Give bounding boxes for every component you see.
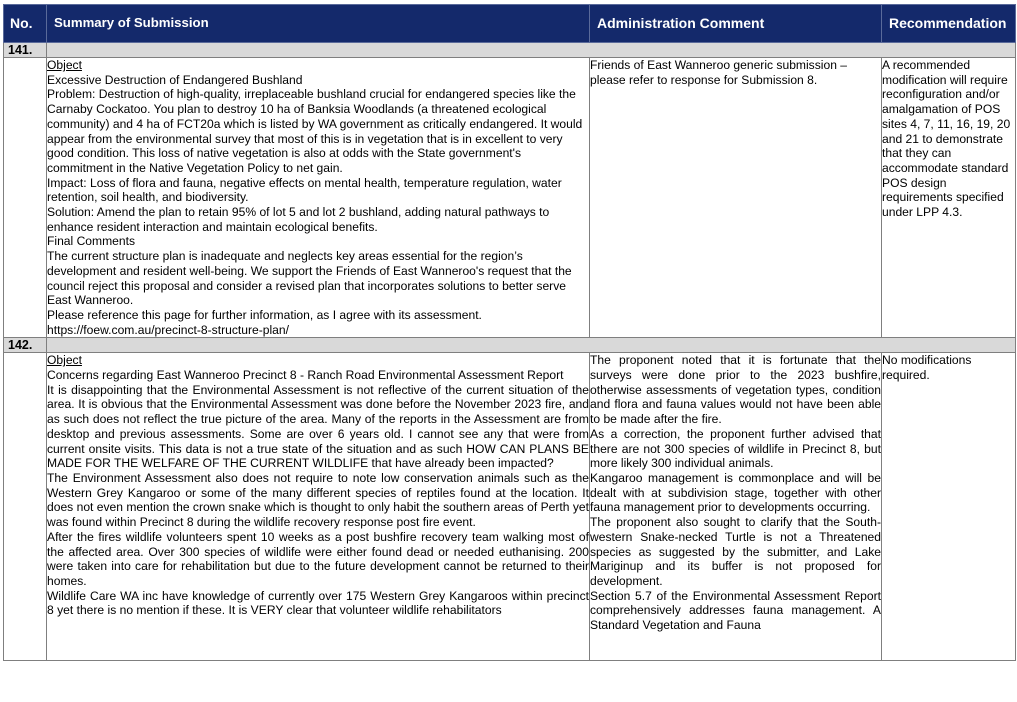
submission-row xyxy=(4,58,1016,338)
admin-paragraph: Kangaroo management is commonplace and will be dealt with at subdivision stage, together with other fauna management prior to developments occurring. xyxy=(590,470,881,515)
admin-paragraph: Friends of East Wanneroo generic submission – please refer to response for Submission 8. xyxy=(590,58,848,87)
summary-cell xyxy=(47,58,590,338)
no-cell xyxy=(4,353,47,661)
summary-paragraph: After the fires wildlife volunteers spent 10 weeks as a post bushfire recovery team walking most of the affected area. Over 300 species of wildlife were either found dead or needed euthanising. 200 were taken into care for rehabilitation but due to the future development cannot be returned to their homes. xyxy=(47,529,589,588)
no-cell xyxy=(4,58,47,338)
header-no: No. xyxy=(4,5,47,43)
summary-paragraph: Wildlife Care WA inc have knowledge of currently over 175 Western Grey Kangaroos within precinct 8 yet there is no mention if these. It is VERY clear that volunteer wildlife rehabilitators xyxy=(47,588,589,618)
header-admin-comment: Administration Comment xyxy=(590,5,882,43)
admin-paragraph: Section 5.7 of the Environmental Assessment Report comprehensively addresses fauna management. A Standard Vegetation and Fauna xyxy=(590,588,881,633)
admin-paragraph: As a correction, the proponent further advised that there are not 300 species of wildlife in Precinct 8, but more likely 300 individual animals. xyxy=(590,426,881,471)
summary-heading: Object xyxy=(47,353,82,368)
submissions-table xyxy=(3,4,1016,661)
recommendation-text: A recommended modification will require reconfiguration and/or amalgamation of POS sites 4, 7, 11, 16, 19, 20 and 21 to demonstrate that they can accommodate standard POS design requirements specified under LPP 4.3. xyxy=(882,58,1011,220)
table-header-row xyxy=(4,5,1016,43)
summary-paragraph: Please reference this page for further information, as I agree with its assessment. xyxy=(47,307,482,322)
admin-comment-cell xyxy=(590,58,882,338)
submission-number-row xyxy=(4,338,1016,353)
summary-paragraph: Excessive Destruction of Endangered Bushland xyxy=(47,72,303,87)
summary-paragraph: The current structure plan is inadequate and neglects key areas essential for the region’s development and resident well-being. We support the Friends of East Wanneroo's request that the council reject this proposal and consider a revised plan that incorporates solutions to better serve East Wanneroo. xyxy=(47,249,572,308)
recommendation-cell xyxy=(882,58,1016,338)
recommendation-text: No modifications required. xyxy=(882,353,972,383)
submission-number: 141. xyxy=(4,43,47,58)
summary-cell xyxy=(47,353,590,661)
admin-clip xyxy=(590,353,881,646)
recommendation-cell xyxy=(882,353,1016,661)
summary-clip xyxy=(47,353,589,660)
number-row-fill xyxy=(47,338,1016,353)
summary-paragraph: Final Comments xyxy=(47,234,136,249)
summary-paragraph: It is disappointing that the Environmental Assessment is not reflective of the current situation of the area. It is obvious that the Environmental Assessment was done before the November 2023 fire, and as such does not reflect the true picture of the area. Many of the reports in the Assessment are from desktop and previous assessments. Some are over 6 years old. I cannot see any that were from current onsite visits. This data is not a true state of the situation and as such HOW CAN PLANS BE MADE FOR THE WELFARE OF THE CURRENT WILDLIFE that have already been impacted? xyxy=(47,382,589,471)
admin-paragraph: The proponent also sought to clarify that the South-western Snake-necked Turtle is not a Threatened species as suggested by the submitter, and Lake Mariginup and its buffer is not proposed for development. xyxy=(590,515,881,588)
admin-comment-cell xyxy=(590,353,882,661)
summary-heading: Object xyxy=(47,58,82,72)
summary-paragraph: Impact: Loss of flora and fauna, negative effects on mental health, temperature regulation, water retention, soil health, and biodiversity. xyxy=(47,175,562,205)
summary-paragraph: The Environment Assessment also does not require to note low conservation animals such as the Western Grey Kangaroo or some of the many different species of reptiles found at the location. It does not even mention the crown snake which is thought to only habit the southern areas of Perth yet was found within Precinct 8 during the wildlife recovery response post fire event. xyxy=(47,470,589,530)
header-recommendation: Recommendation xyxy=(882,5,1016,43)
summary-paragraph: Solution: Amend the plan to retain 95% of lot 5 and lot 2 bushland, adding natural pathways to enhance resident interaction and maintain ecological benefits. xyxy=(47,205,550,234)
header-summary: Summary of Submission xyxy=(47,5,590,43)
summary-paragraph: Concerns regarding East Wanneroo Precinct 8 - Ranch Road Environmental Assessment Report xyxy=(47,368,564,383)
submission-row xyxy=(4,353,1016,661)
number-row-fill xyxy=(47,43,1016,58)
admin-paragraph: The proponent noted that it is fortunate that the surveys were done prior to the 2023 bushfire, otherwise assessments of vegetation types, condition and flora and fauna values would not have been able to be made after the fire. xyxy=(590,353,881,427)
submission-number-row xyxy=(4,43,1016,58)
submission-number: 142. xyxy=(4,338,47,353)
summary-link: https://foew.com.au/precinct-8-structure-plan/ xyxy=(47,322,289,337)
summary-paragraph: Problem: Destruction of high-quality, irreplaceable bushland crucial for endangered species like the Carnaby Cockatoo. You plan to destroy 10 ha of Banksia Woodlands (a threatened ecological community) and 4 ha of FCT20a which is listed by WA government as critically endangered. It would appear from the environmental survey that most of this is in vegetation that is in excellent to very good condition. This loss of native vegetation is also at odds with the State government's commitment in the Native Vegetation Policy to net gain. xyxy=(47,87,583,175)
